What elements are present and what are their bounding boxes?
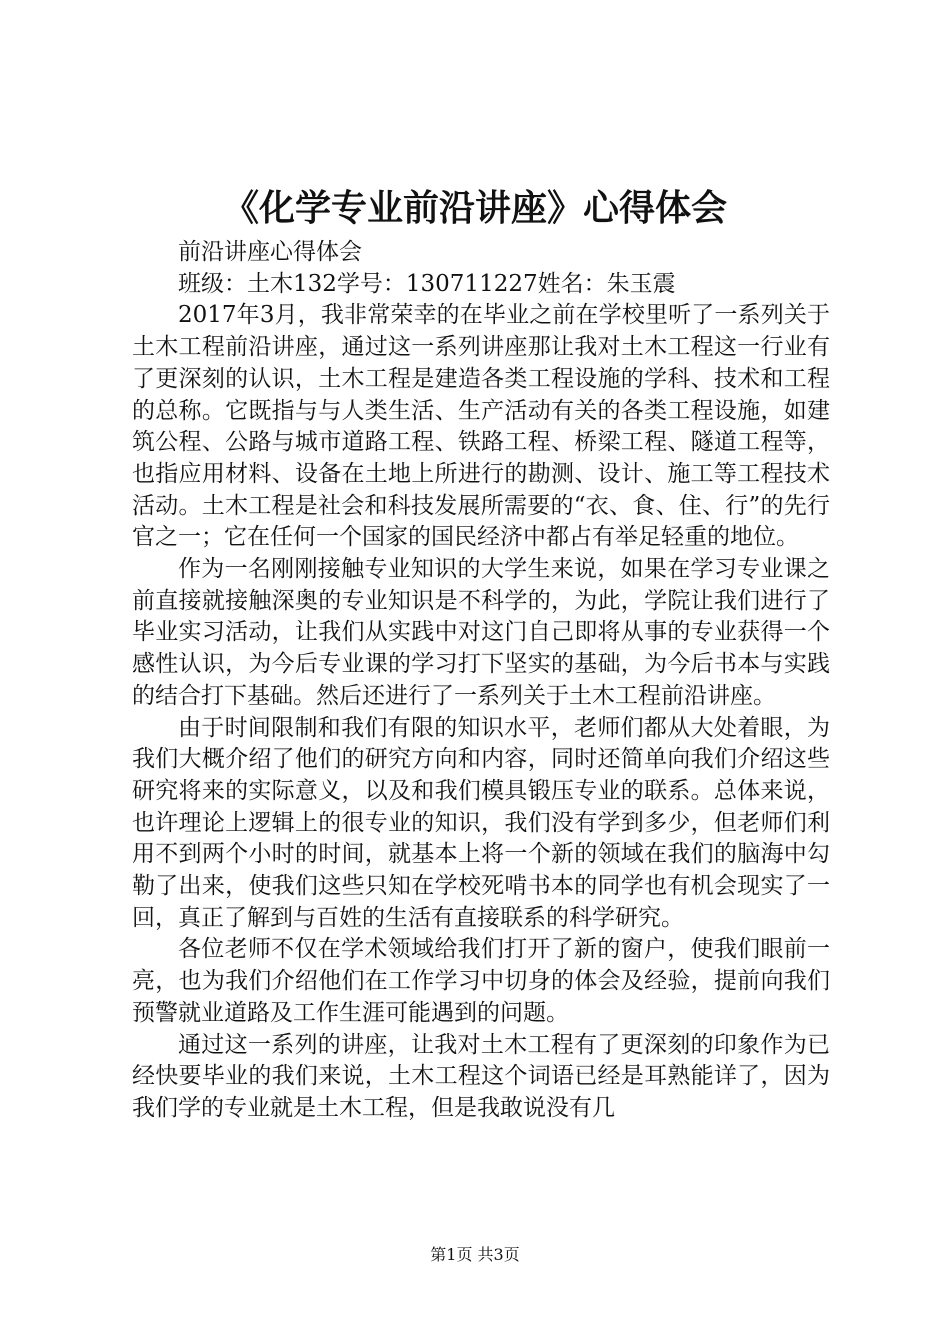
paragraph-student-info: 班级：土木132学号：130711227姓名：朱玉震 <box>178 270 676 297</box>
document-title: 《化学专业前沿讲座》心得体会 <box>222 187 727 229</box>
paragraph-5: 通过这一系列的讲座，让我对土木工程有了更深刻的印象作为已经快要毕业的我们来说，土木工程这个词语已经是耳熟能详了，因为我们学的专业就是土木工程，但是我敢说没有几 <box>132 1031 830 1121</box>
page-footer: 第1页 共3页 <box>430 1245 520 1264</box>
paragraph-2: 作为一名刚刚接触专业知识的大学生来说，如果在学习专业课之前直接就接触深奥的专业知识是不科学的，为此，学院让我们进行了毕业实习活动，让我们从实践中对这门自己即将从事的专业获得一个感性认识，为今后专业课的学习打下坚实的基础，为今后书本与实践的结合打下基础。然后还进行了一系列关于土木工程前沿讲座。 <box>132 556 830 709</box>
paragraph-subtitle: 前沿讲座心得体会 <box>178 239 362 265</box>
paragraph-4: 各位老师不仅在学术领域给我们打开了新的窗户，使我们眼前一亮，也为我们介绍他们在工作学习中切身的体会及经验，提前向我们预警就业道路及工作生涯可能遇到的问题。 <box>132 936 830 1026</box>
document-body <box>132 237 830 1125</box>
paragraph-3: 由于时间限制和我们有限的知识水平，老师们都从大处着眼，为我们大概介绍了他们的研究方向和内容，同时还简单向我们介绍这些研究将来的实际意义，以及和我们模具锻压专业的联系。总体来说，也许理论上逻辑上的很专业的知识，我们没有学到多少，但老师们利用不到两个小时的时间，就基本上将一个新的领域在我们的脑海中勾勒了出来，使我们这些只知在学校死啃书本的同学也有机会现实了一回，真正了解到与百姓的生活有直接联系的科学研究。 <box>132 714 830 931</box>
paragraph-1: 2017年3月，我非常荣幸的在毕业之前在学校里听了一系列关于土木工程前沿讲座，通过这一系列讲座那让我对土木工程这一行业有了更深刻的认识，土木工程是建造各类工程设施的学科、技术和工程的总称。它既指与与人类生活、生产活动有关的各类工程设施，如建筑公程、公路与城市道路工程、铁路工程、桥梁工程、隧道工程等，也指应用材料、设备在土地上所进行的勘测、设计、施工等工程技术活动。土木工程是社会和科技发展所需要的“衣、食、住、行”的先行官之一；它在任何一个国家的国民经济中都占有举足轻重的地位。 <box>132 302 830 551</box>
